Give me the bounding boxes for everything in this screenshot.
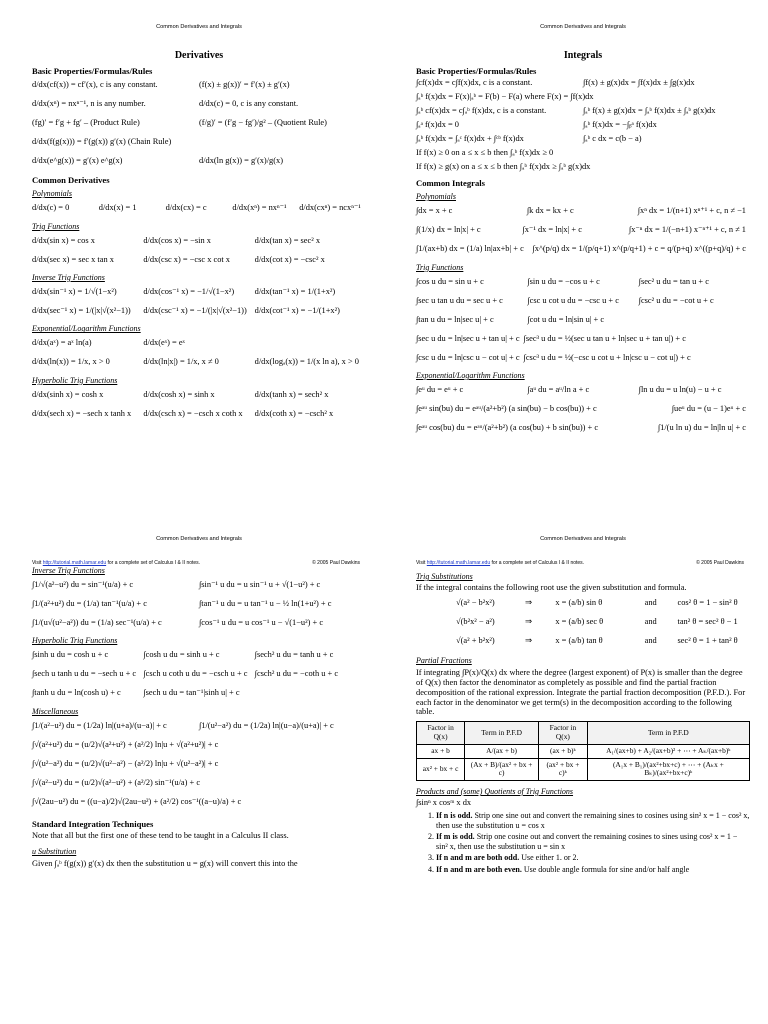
- formula: ∫sech² u du = tanh u + c: [254, 650, 334, 660]
- formula: ∫sec u tan u du = sec u + c: [416, 295, 503, 305]
- formula-row: [32, 199, 366, 218]
- formula: ∫x^(p/q) dx = 1/(p/q+1) x^(p/q+1) + c = q/(p+q) x^((p+q)/q) + c: [532, 244, 746, 254]
- rule-row: [416, 118, 750, 132]
- pfd-table-body: [417, 744, 750, 780]
- formula: ∫1/(a²−u²) du = (1/2a) ln|(u+a)/(u−a)| + c: [32, 720, 167, 730]
- formula: ∫ₐᵇ c dx = c(b − a): [583, 133, 642, 143]
- formula: ∫sin u du = −cos u + c: [527, 276, 600, 286]
- page-title: Integrals: [563, 50, 603, 61]
- rule-row: [32, 95, 366, 114]
- case-condition: If n and m are both even.: [436, 864, 522, 874]
- formula: ∫sec u du = ln|sec u + tan u| + c: [416, 333, 520, 343]
- page-title: Derivatives: [174, 50, 224, 61]
- formula: d/dx(sin x) = cos x: [32, 235, 95, 245]
- formula: ∫√(a²+u²) du = (u/2)√(a²+u²) + (a²/2) ln|u + √(a²+u²)| + c: [32, 739, 219, 749]
- formula-row: [32, 735, 366, 754]
- group-heading: Inverse Trig Functions: [32, 566, 105, 575]
- std-techniques-note: Note that all but the first one of these tend to be taught in a Calculus II class.: [32, 831, 289, 841]
- table-header-cell: Term in P.F.D: [465, 722, 539, 744]
- basic-rules-heading: Basic Properties/Formulas/Rules: [32, 65, 153, 76]
- group-heading: Hyperbolic Trig Functions: [32, 636, 118, 646]
- formula: ∫ueᵘ du = (u − 1)eᵘ + c: [671, 403, 746, 413]
- page-footer: Visit http://tutorial.math.lamar.edu for a complete set of Calculus I & II notes. © 2005 Paul Dawkins: [32, 560, 360, 566]
- formula: d/dx(sech x) = −sech x tanh x: [32, 408, 132, 418]
- formula: d/dx(ln(x)) = 1/x, x > 0: [32, 357, 110, 367]
- partial-fractions-heading: Partial Fractions: [416, 656, 472, 666]
- integral-groups: [32, 566, 366, 811]
- copyright: © 2005 Paul Dawkins: [696, 560, 744, 566]
- formula: d/dx(aˣ) = aˣ ln(a): [32, 338, 92, 348]
- formula-row: [416, 418, 750, 437]
- group-heading: Hyperbolic Trig Functions: [32, 375, 118, 385]
- formula: d/dx(cot x) = −csc² x: [254, 254, 325, 264]
- table-cell: (Ax + B)/(ax² + bx + c): [465, 758, 539, 780]
- table-cell: A₁/(ax+b) + A₂/(ax+b)² + ⋯ + Aₖ/(ax+b)ᵏ: [587, 744, 749, 758]
- formula: d/dx(sinh x) = cosh x: [32, 389, 104, 399]
- rule-row: [32, 76, 366, 95]
- trig-sub-intro: If the integral contains the following root use the given substitution and formula.: [416, 583, 687, 593]
- formula-row: [32, 792, 366, 811]
- trig-products-integral: ∫sinⁿ x cosᵐ x dx: [416, 798, 472, 808]
- trig-sub-cell: x = (a/b) tan θ: [555, 635, 603, 645]
- formula: ∫aᵘ du = aᵘ/ln a + c: [527, 384, 590, 394]
- trig-sub-cell: √(a² − b²x²): [456, 597, 495, 607]
- trig-sub-cell: and: [644, 616, 657, 626]
- formula-row: [32, 301, 366, 320]
- formula: ∫√(a²−u²) du = (u/2)√(a²−u²) + (a²/2) sin⁻¹(u/a) + c: [32, 777, 201, 787]
- trig-sub-cell: √(a² + b²x²): [456, 635, 495, 645]
- case-condition: If m is odd.: [436, 832, 475, 842]
- formula: d/dx(c) = 0, c is any constant.: [199, 99, 299, 109]
- formula: ∫csc² u du = −cot u + c: [638, 295, 714, 305]
- formula: d/dx(cx) = c: [165, 203, 207, 213]
- formula-row: [32, 385, 366, 404]
- formula: d/dx(tanh x) = sech² x: [254, 389, 329, 399]
- table-header-cell: Term in P.F.D: [587, 722, 749, 744]
- formula: ∫sec² u du = tan u + c: [638, 276, 709, 286]
- formula-row: [416, 329, 750, 348]
- notes-link[interactable]: http://tutorial.math.lamar.edu: [426, 560, 491, 566]
- formula-row: [416, 221, 750, 240]
- copyright: © 2005 Paul Dawkins: [312, 560, 360, 566]
- basic-rules-heading: Basic Properties/Formulas/Rules: [416, 65, 537, 76]
- table-cell: ax + b: [417, 744, 465, 758]
- group-heading: Inverse Trig Functions: [32, 272, 105, 282]
- trig-sub-cell: x = (a/b) sec θ: [555, 616, 604, 626]
- formula: ∫eᵘ du = eᵘ + c: [416, 384, 464, 394]
- trig-sub-cell: ⇒: [524, 616, 533, 626]
- page-integrals-continued: [0, 512, 384, 1024]
- formula-row: [32, 665, 366, 684]
- table-header-cell: Factor in Q(x): [539, 722, 588, 744]
- formula: d/dx(csc⁻¹ x) = −1/(|x|√(x²−1)): [143, 305, 247, 315]
- trig-sub-cell: tan² θ = sec² θ − 1: [677, 616, 738, 626]
- formula: d/dx(csc x) = −csc x cot x: [143, 254, 230, 264]
- formula: ∫ₐᵇ f(x)dx = ∫ₐᶜ f(x)dx + ∫ᶜᵇ f(x)dx: [416, 133, 524, 143]
- case-text: Strip one cosine out and convert the remaining cosines to sines using cos² x = 1 − sin² x, then use the substitution u = sin x: [436, 832, 738, 851]
- formula: ∫eᵃᵘ cos(bu) du = eᵃᵘ/(a²+b²) (a cos(bu) + b sin(bu)) + c: [416, 422, 599, 432]
- formula: If f(x) ≥ 0 on a ≤ x ≤ b then ∫ₐᵇ f(x)dx ≥ 0: [416, 147, 554, 157]
- formula: d/dx(cf(x)) = cf′(x), c is any constant.: [32, 80, 158, 90]
- formula: (fg)′ = f′g + fg′ – (Product Rule): [32, 118, 140, 128]
- formula: d/dx(e^g(x)) = g′(x) e^g(x): [32, 156, 123, 166]
- trig-sub-heading: Trig Substitutions: [416, 572, 473, 581]
- formula: ∫x⁻ⁿ dx = 1/(−n+1) x⁻ⁿ⁺¹ + c, n ≠ 1: [628, 225, 746, 235]
- formula-row: [32, 594, 366, 613]
- group-heading: Miscellaneous: [32, 706, 79, 716]
- formula: d/dx(tan x) = sec² x: [254, 235, 321, 245]
- trig-sub-cell: and: [644, 597, 657, 607]
- rule-row: [416, 76, 750, 90]
- table-header-cell: Factor in Q(x): [417, 722, 465, 744]
- table-row: [417, 744, 750, 758]
- formula-row: [32, 716, 366, 735]
- table-cell: ax² + bx + c: [417, 758, 465, 780]
- formula: d/dx(xⁿ) = nxⁿ⁻¹: [232, 203, 287, 213]
- formula: ∫1/(u ln u) du = ln|ln u| + c: [657, 422, 746, 432]
- formula-row: [416, 399, 750, 418]
- trig-sub-cell: cos² θ = 1 − sin² θ: [677, 597, 738, 607]
- rule-row: [416, 160, 750, 174]
- formula: ∫√(2au−u²) du = ((u−a)/2)√(2au−u²) + (a²/2) cos⁻¹((a−u)/a) + c: [32, 796, 242, 806]
- page-footer: Visit http://tutorial.math.lamar.edu for a complete set of Calculus I & II notes. © 2005 Paul Dawkins: [416, 560, 744, 566]
- u-substitution-text: Given ∫ₐᵇ f(g(x)) g′(x) dx then the substitution u = g(x) will convert this into the: [32, 858, 298, 868]
- formula: ∫1/(ax+b) dx = (1/a) ln|ax+b| + c: [416, 244, 524, 254]
- formula-row: [32, 684, 366, 703]
- formula-row: [32, 773, 366, 792]
- formula-row: [416, 202, 750, 221]
- common-derivatives-heading: Common Derivatives: [32, 174, 110, 185]
- formula-row: [32, 613, 366, 632]
- formula: ∫csc u du = ln|csc u − cot u| + c: [416, 352, 520, 362]
- formula: ∫cot u du = ln|sin u| + c: [527, 314, 605, 324]
- case-text: Use either 1. or 2.: [521, 853, 579, 863]
- u-substitution-heading: u Substitution: [32, 847, 77, 857]
- case-item: [436, 832, 750, 851]
- formula: ∫sinh u du = cosh u + c: [32, 650, 109, 660]
- formula: d/dx(xⁿ) = nxⁿ⁻¹, n is any number.: [32, 99, 146, 109]
- table-row: [417, 758, 750, 780]
- formula: d/dx(cos x) = −sin x: [143, 235, 211, 245]
- formula: d/dx(tan⁻¹ x) = 1/(1+x²): [254, 286, 336, 296]
- formula: ∫csc³ u du = ½(−csc u cot u + ln|csc u − cot u|) + c: [523, 352, 691, 362]
- rule-row: [416, 146, 750, 160]
- formula: d/dx(ln g(x)) = g′(x)/g(x): [199, 156, 284, 166]
- rule-row: [32, 133, 366, 152]
- group-heading: Trig Functions: [32, 221, 80, 231]
- common-integrals-heading: Common Integrals: [416, 177, 485, 188]
- integral-groups: [416, 192, 750, 437]
- formula: ∫cos⁻¹ u du = u cos⁻¹ u − √(1−u²) + c: [199, 617, 324, 627]
- formula: ∫1/√(a²−u²) du = sin⁻¹(u/a) + c: [32, 579, 134, 589]
- trig-sub-cell: ⇒: [524, 635, 533, 645]
- formula: (f/g)′ = (f′g − fg′)/g² – (Quotient Rule): [199, 118, 327, 128]
- derivative-groups: [32, 189, 366, 423]
- basic-rules-list: [32, 76, 366, 171]
- formula: ∫1/(u√(u²−a²)) du = (1/a) sec⁻¹(u/a) + c: [32, 617, 162, 627]
- trig-sub-cell: √(b²x² − a²): [456, 616, 495, 626]
- formula: ∫k dx = kx + c: [526, 206, 574, 216]
- trig-products-cases: [436, 811, 750, 874]
- formula: d/dx(c) = 0: [32, 203, 70, 213]
- formula: d/dx(sin⁻¹ x) = 1/√(1−x²): [32, 286, 117, 296]
- formula-row: [32, 231, 366, 250]
- formula: d/dx(coth x) = −csch² x: [254, 408, 334, 418]
- rule-row: [416, 104, 750, 118]
- formula: ∫x⁻¹ dx = ln|x| + c: [522, 225, 582, 235]
- formula: ∫ₐᵇ f(x)dx = −∫ᵦᵃ f(x)dx: [583, 119, 657, 129]
- formula: ∫sech u du = tan⁻¹|sinh u| + c: [143, 688, 240, 698]
- formula: If f(x) ≥ g(x) on a ≤ x ≤ b then ∫ₐᵇ f(x)dx ≥ ∫ₐᵇ g(x)dx: [416, 161, 591, 171]
- formula: d/dx(cot⁻¹ x) = −1/(1+x²): [254, 305, 340, 315]
- group-heading: Polynomials: [416, 192, 456, 202]
- formula-row: [32, 404, 366, 423]
- formula-row: [32, 646, 366, 665]
- page-integrals: [384, 0, 768, 566]
- formula: (f(x) ± g(x))′ = f′(x) ± g′(x): [199, 80, 290, 90]
- table-cell: (ax² + bx + c)ᵏ: [539, 758, 588, 780]
- rule-row: [416, 90, 750, 104]
- page-header: Common Derivatives and Integrals: [156, 24, 242, 30]
- formula-row: [32, 250, 366, 269]
- formula: ∫cf(x)dx = c∫f(x)dx, c is a constant.: [416, 77, 533, 87]
- rule-row: [32, 152, 366, 171]
- case-item: [436, 853, 750, 862]
- page-header: Common Derivatives and Integrals: [540, 536, 626, 542]
- case-condition: If n and m are both odd.: [436, 853, 520, 863]
- formula: ∫√(u²−a²) du = (u/2)√(u²−a²) − (a²/2) ln|u + √(u²−a²)| + c: [32, 758, 219, 768]
- formula: ∫csch u coth u du = −csch u + c: [143, 669, 248, 679]
- formula: ∫ₐᵇ f(x) ± g(x)dx = ∫ₐᵇ f(x)dx ± ∫ₐᵇ g(x)dx: [583, 105, 716, 115]
- formula: ∫ₐᵇ cf(x)dx = c∫ₐᵇ f(x)dx, c is a constant.: [416, 105, 547, 115]
- trig-sub-cell: sec² θ = 1 + tan² θ: [677, 635, 738, 645]
- page-derivatives: [0, 0, 384, 566]
- formula: ∫dx = x + c: [416, 206, 453, 216]
- formula: ∫tan⁻¹ u du = u tan⁻¹ u − ½ ln(1+u²) + c: [199, 598, 332, 608]
- formula: ∫1/(u²−a²) du = (1/2a) ln|(u−a)/(u+a)| + c: [199, 720, 334, 730]
- trig-sub-row: [416, 612, 750, 631]
- table-cell: (ax + b)ᵏ: [539, 744, 588, 758]
- pfd-table: [416, 721, 750, 781]
- formula: d/dx(eˣ) = eˣ: [143, 338, 185, 348]
- group-heading: Exponential/Logarithm Functions: [416, 370, 525, 380]
- std-techniques-heading: Standard Integration Techniques: [32, 819, 154, 830]
- trig-products-heading: Products and (some) Quotients of Trig Functions: [416, 786, 574, 796]
- formula: d/dx(csch x) = −csch x coth x: [143, 408, 243, 418]
- page-header: Common Derivatives and Integrals: [540, 24, 626, 30]
- formula: d/dx(ln|x|) = 1/x, x ≠ 0: [143, 357, 219, 367]
- trig-sub-cell: x = (a/b) sin θ: [555, 597, 603, 607]
- formula: ∫ₐᵇ f(x)dx = F(x)|ₐᵇ = F(b) − F(a) where F(x) = ∫f(x)dx: [416, 91, 594, 101]
- formula: ∫xⁿ dx = 1/(n+1) xⁿ⁺¹ + c, n ≠ −1: [637, 206, 746, 216]
- trig-sub-rows: [416, 593, 750, 650]
- formula: ∫sec³ u du = ½(sec u tan u + ln|sec u + tan u|) + c: [523, 333, 686, 343]
- formula-row: [416, 348, 750, 367]
- formula: ∫f(x) ± g(x)dx = ∫f(x)dx ± ∫g(x)dx: [583, 77, 695, 87]
- formula-row: [32, 353, 366, 372]
- formula-row: [416, 291, 750, 310]
- formula-row: [416, 310, 750, 329]
- partial-fractions-text: If integrating ∫P(x)/Q(x) dx where the degree (largest exponent) of P(x) is smaller than the degree of Q(x) then factor the denominator as completely as possible and find the partial fraction decomposition of the rational expression. Integrate the partial fraction decomposition (P.F.D.). For each factor in the denominator we get term(s) in the decomposition according to the following table.: [416, 667, 746, 717]
- rule-row: [32, 114, 366, 133]
- formula: ∫cosh u du = sinh u + c: [143, 650, 220, 660]
- notes-link[interactable]: http://tutorial.math.lamar.edu: [42, 560, 107, 566]
- formula: d/dx(cxⁿ) = ncxⁿ⁻¹: [299, 203, 361, 213]
- pfd-table-header: [417, 722, 750, 744]
- formula: ∫1/(a²+u²) du = (1/a) tan⁻¹(u/a) + c: [32, 598, 147, 608]
- trig-sub-row: [416, 631, 750, 650]
- formula: d/dx(cosh x) = sinh x: [143, 389, 215, 399]
- page-header: Common Derivatives and Integrals: [156, 536, 242, 542]
- formula: ∫ₐᵃ f(x)dx = 0: [416, 119, 459, 129]
- formula: d/dx(cos⁻¹ x) = −1/√(1−x²): [143, 286, 235, 296]
- formula-row: [416, 272, 750, 291]
- formula: ∫sech u tanh u du = −sech u + c: [32, 669, 137, 679]
- formula: ∫ln u du = u ln(u) − u + c: [638, 384, 722, 394]
- case-text: Use double angle formula for sine and/or half angle: [523, 864, 690, 874]
- formula: ∫tan u du = ln|sec u| + c: [416, 314, 494, 324]
- table-cell: (A₁x + B₁)/(ax²+bx+c) + ⋯ + (Aₖx + Bₖ)/(ax²+bx+c)ᵏ: [587, 758, 749, 780]
- formula: d/dx(sec x) = sec x tan x: [32, 254, 114, 264]
- case-item: [436, 811, 750, 830]
- case-condition: If n is odd.: [436, 811, 473, 821]
- page-techniques: [384, 512, 768, 1024]
- formula-row: [32, 334, 366, 353]
- formula-row: [32, 282, 366, 301]
- case-text: Strip one sine out and convert the remaining sines to cosines using sin² x = 1 − cos² x, then use the substitution u = cos x: [436, 811, 750, 830]
- group-heading: Exponential/Logarithm Functions: [32, 324, 141, 334]
- trig-sub-cell: ⇒: [524, 597, 533, 607]
- basic-rules-list: [416, 76, 750, 174]
- formula: ∫eᵃᵘ sin(bu) du = eᵃᵘ/(a²+b²) (a sin(bu) − b cos(bu)) + c: [416, 403, 597, 413]
- formula: d/dx(sec⁻¹ x) = 1/(|x|√(x²−1)): [32, 305, 131, 315]
- formula: ∫sin⁻¹ u du = u sin⁻¹ u + √(1−u²) + c: [199, 579, 321, 589]
- group-heading: Polynomials: [32, 189, 72, 199]
- formula: d/dx(f(g(x))) = f′(g(x)) g′(x) (Chain Rule): [32, 137, 172, 147]
- group-heading: Trig Functions: [416, 262, 464, 272]
- formula: d/dx(x) = 1: [98, 203, 137, 213]
- trig-sub-cell: and: [644, 635, 657, 645]
- formula: ∫tanh u du = ln(cosh u) + c: [32, 688, 121, 698]
- table-cell: A/(ax + b): [465, 744, 539, 758]
- formula-row: [416, 240, 750, 259]
- formula: ∫csch² u du = −coth u + c: [254, 669, 339, 679]
- formula: ∫csc u cot u du = −csc u + c: [527, 295, 619, 305]
- formula-row: [416, 380, 750, 399]
- rule-row: [416, 132, 750, 146]
- formula: ∫cos u du = sin u + c: [416, 276, 484, 286]
- formula-row: [32, 575, 366, 594]
- formula-row: [32, 754, 366, 773]
- formula: ∫(1/x) dx = ln|x| + c: [416, 225, 481, 235]
- trig-sub-row: [416, 593, 750, 612]
- formula: d/dx(logₐ(x)) = 1/(x ln a), x > 0: [254, 357, 359, 367]
- case-item: [436, 865, 750, 874]
